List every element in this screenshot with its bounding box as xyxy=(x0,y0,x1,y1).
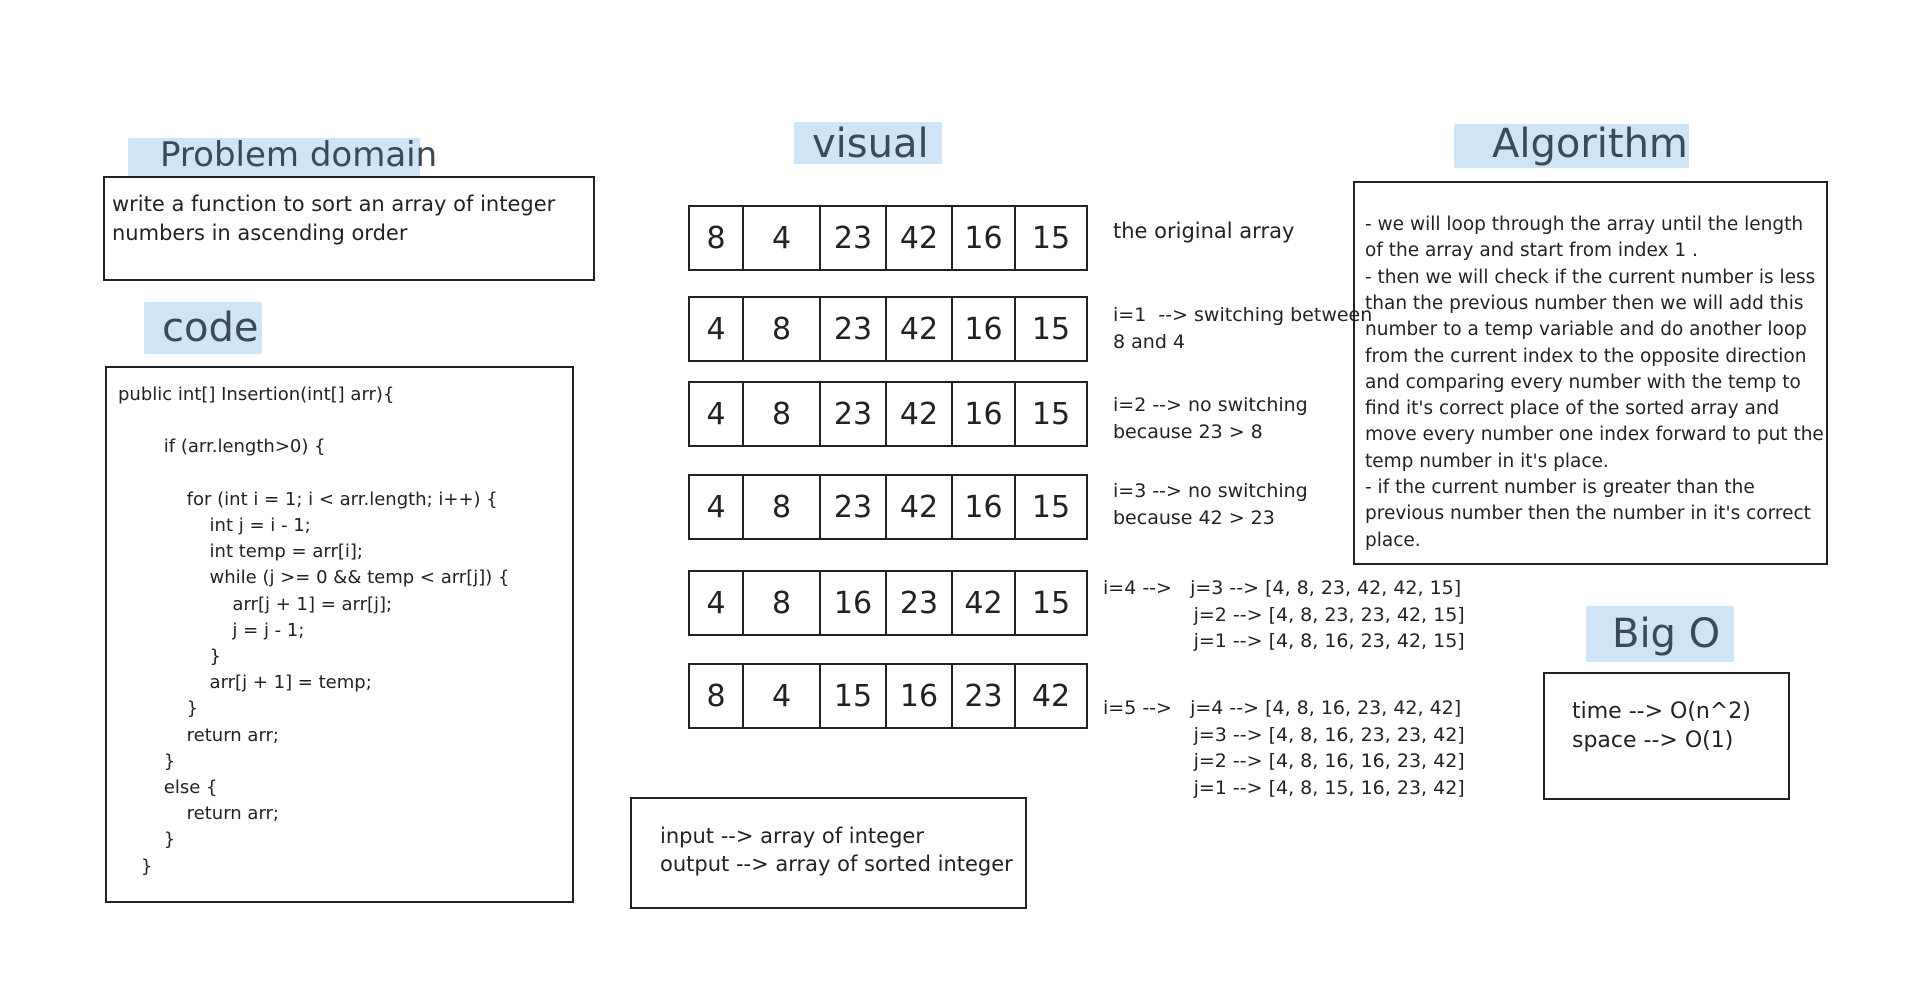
array-cell: 8 xyxy=(690,207,744,269)
algorithm-line: previous number then the number in it's correct xyxy=(1365,503,1811,525)
array-note: j=2 --> [4, 8, 23, 23, 42, 15] xyxy=(1103,603,1465,626)
problem-domain-line-2: numbers in ascending order xyxy=(112,221,408,245)
algorithm-line: number to a temp variable and do another loop xyxy=(1365,319,1807,341)
title-visual: visual xyxy=(812,124,929,164)
array-cell: 4 xyxy=(744,665,821,727)
array-cell: 23 xyxy=(953,665,1016,727)
array-cell: 23 xyxy=(887,572,953,634)
array-cell: 15 xyxy=(1031,396,1071,432)
array-row xyxy=(688,296,1088,362)
array-row xyxy=(688,474,1088,540)
array-cell: 16 xyxy=(953,383,1016,445)
problem-domain-line-1: write a function to sort an array of integer xyxy=(112,192,556,216)
big-o-space: space --> O(1) xyxy=(1572,728,1734,753)
array-row xyxy=(688,381,1088,447)
code-line: for (int i = 1; i < arr.length; i++) { xyxy=(118,488,498,510)
array-note: j=3 --> [4, 8, 16, 23, 23, 42] xyxy=(1103,723,1465,746)
array-note: i=4 --> j=3 --> [4, 8, 23, 42, 42, 15] xyxy=(1103,577,1462,599)
array-note: the original array xyxy=(1113,219,1295,243)
array-cell: 16 xyxy=(953,298,1016,360)
algorithm-line: find it's correct place of the sorted array and xyxy=(1365,398,1780,420)
array-cell: 15 xyxy=(1031,489,1071,525)
code-line: } xyxy=(118,646,221,667)
array-cell: 42 xyxy=(887,476,953,538)
array-cell: 8 xyxy=(744,298,821,360)
algorithm-line: than the previous number then we will add this xyxy=(1365,292,1804,314)
array-row xyxy=(688,205,1088,271)
array-cell: 23 xyxy=(821,476,887,538)
array-cell: 42 xyxy=(953,572,1016,634)
array-cell: 15 xyxy=(1031,585,1071,621)
array-row xyxy=(688,570,1088,636)
big-o-time: time --> O(n^2) xyxy=(1572,699,1751,724)
array-cell: 16 xyxy=(953,207,1016,269)
algorithm-line: and comparing every number with the temp to xyxy=(1365,371,1801,393)
algorithm-line: - if the current number is greater than the xyxy=(1365,477,1755,498)
array-note: i=5 --> j=4 --> [4, 8, 16, 23, 42, 42] xyxy=(1103,697,1462,719)
io-input-line: input --> array of integer xyxy=(660,824,924,848)
title-algorithm: Algorithm xyxy=(1492,124,1688,164)
code-line: int temp = arr[i]; xyxy=(118,541,363,563)
array-cell: 42 xyxy=(887,383,953,445)
array-cell: 15 xyxy=(821,665,887,727)
code-line: } xyxy=(118,855,153,877)
title-big-o: Big O xyxy=(1612,614,1720,654)
code-line: return arr; xyxy=(118,803,279,825)
array-cell: 4 xyxy=(690,383,744,445)
code-line: } xyxy=(118,750,176,772)
code-line: public int[] Insertion(int[] arr){ xyxy=(118,384,395,405)
array-cell: 15 xyxy=(1031,220,1071,256)
code-line: return arr; xyxy=(118,724,279,746)
array-cell: 16 xyxy=(887,665,953,727)
code-line: if (arr.length>0) { xyxy=(118,436,326,458)
io-output-line: output --> array of sorted integer xyxy=(660,852,1013,876)
array-note: j=2 --> [4, 8, 16, 16, 23, 42] xyxy=(1103,750,1465,772)
array-note: 8 and 4 xyxy=(1113,330,1186,353)
array-note: because 42 > 23 xyxy=(1113,506,1275,529)
array-cell: 8 xyxy=(744,383,821,445)
algorithm-line: place. xyxy=(1365,529,1421,551)
array-cell: 8 xyxy=(744,476,821,538)
array-note: i=3 --> no switching xyxy=(1113,480,1308,502)
array-cell: 8 xyxy=(744,572,821,634)
code-line: arr[j + 1] = temp; xyxy=(118,672,372,694)
code-line: } xyxy=(118,698,199,720)
array-cell: 42 xyxy=(887,207,953,269)
array-cell: 16 xyxy=(821,572,887,634)
array-cell: 4 xyxy=(744,207,821,269)
array-row xyxy=(688,663,1088,729)
algorithm-line: from the current index to the opposite direction xyxy=(1365,345,1807,367)
array-cell: 42 xyxy=(1031,678,1071,714)
array-cell: 15 xyxy=(1031,311,1071,347)
title-code: code xyxy=(162,308,258,348)
array-cell: 23 xyxy=(821,298,887,360)
array-cell: 16 xyxy=(953,476,1016,538)
array-note: because 23 > 8 xyxy=(1113,420,1263,443)
algorithm-line: - we will loop through the array until the length xyxy=(1365,214,1804,235)
array-note: j=1 --> [4, 8, 15, 16, 23, 42] xyxy=(1103,776,1465,799)
array-cell: 23 xyxy=(821,383,887,445)
array-note: i=2 --> no switching xyxy=(1113,394,1308,416)
array-cell: 8 xyxy=(690,665,744,727)
title-problem-domain: Problem domain xyxy=(160,138,437,172)
array-cell: 23 xyxy=(821,207,887,269)
code-line: int j = i - 1; xyxy=(118,515,311,536)
algorithm-line: temp number in it's place. xyxy=(1365,450,1609,472)
array-cell: 4 xyxy=(690,298,744,360)
code-line: arr[j + 1] = arr[j]; xyxy=(118,593,393,615)
algorithm-line: move every number one index forward to put the xyxy=(1365,424,1824,446)
array-note: j=1 --> [4, 8, 16, 23, 42, 15] xyxy=(1103,630,1465,652)
code-line: } xyxy=(118,829,176,851)
code-line: else { xyxy=(118,777,218,798)
code-line: j = j - 1; xyxy=(118,619,305,641)
array-note: i=1 --> switching between xyxy=(1113,304,1373,326)
code-line: while (j >= 0 && temp < arr[j]) { xyxy=(118,567,510,589)
algorithm-line: of the array and start from index 1 . xyxy=(1365,240,1698,262)
array-cell: 4 xyxy=(690,572,744,634)
array-cell: 4 xyxy=(690,476,744,538)
array-cell: 42 xyxy=(887,298,953,360)
algorithm-line: - then we will check if the current number is less xyxy=(1365,266,1816,288)
